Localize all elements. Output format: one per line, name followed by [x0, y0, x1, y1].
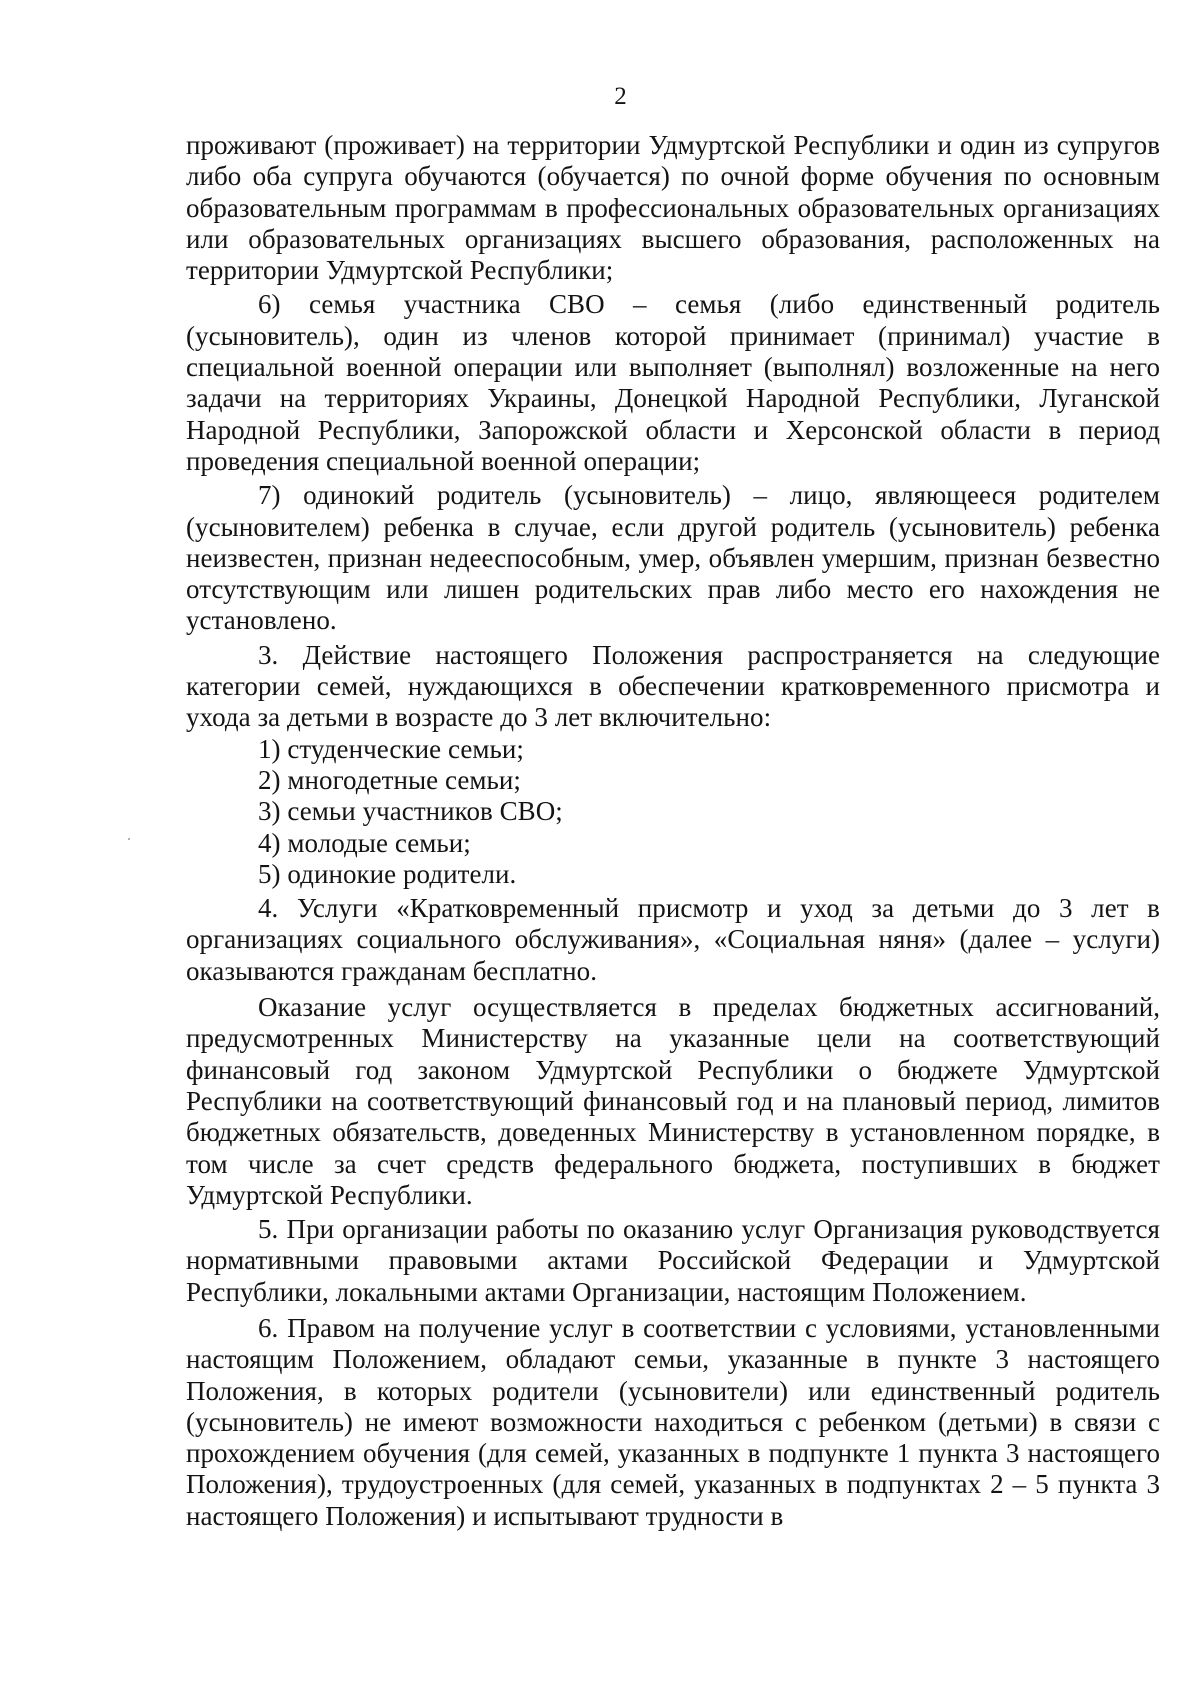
- paragraph-continuation: проживают (проживает) на территории Удмуртской Республики и один из супругов либо оба супруга обучаются (обучается) по очной форме обучения по основным образовательным программам в профессиональных образовательных организациях или образовательных организациях высшего образования, расположенных на территории Удмуртской Республики;: [186, 130, 1160, 286]
- paragraph-funding: Оказание услуг осуществляется в пределах бюджетных ассигнований, предусмотренных Министерству на указанные цели на соответствующий финансовый год законом Удмуртской Республики о бюджете Удмуртской Республики на соответствующий финансовый год и на плановый период, лимитов бюджетных обязательств, доведенных Министерству в установленном порядке, в том числе за счет средств федерального бюджета, поступивших в бюджет Удмуртской Республики.: [186, 992, 1160, 1210]
- list-item: 4) молодые семьи;: [258, 827, 471, 858]
- paragraph-clause-6: 6. Правом на получение услуг в соответствии с условиями, установленными настоящим Положением, обладают семьи, указанные в пункте 3 настоящего Положения, в которых родители (усыновители) или единственный родитель (усыновитель) не имеют возможности находиться с ребенком (детьми) в связи с прохождением обучения (для семей, указанных в подпункте 1 пункта 3 настоящего Положения), трудоустроенных (для семей, указанных в подпунктах 2 – 5 пункта 3 настоящего Положения) и испытывают трудности в: [186, 1312, 1160, 1531]
- paragraph-clause-3: 3. Действие настоящего Положения распространяется на следующие категории семей, нуждающихся в обеспечении кратковременного присмотра и ухода за детьми в возрасте до 3 лет включительно:: [186, 639, 1160, 733]
- paragraph-clause-5: 5. При организации работы по оказанию услуг Организация руководствуется нормативными правовыми актами Российской Федерации и Удмуртской Республики, локальными актами Организации, настоящим Положением.: [186, 1214, 1160, 1307]
- paragraph-definition-svo-family: 6) семья участника СВО – семья (либо единственный родитель (усыновитель), один из членов которой принимает (принимал) участие в специальной военной операции или выполняет (выполнял) возложенные на него задачи на территориях Украины, Донецкой Народной Республики, Луганской Народной Республики, Запорожской области и Херсонской области в период проведения специальной военной операции;: [186, 289, 1160, 476]
- list-item: 5) одинокие родители.: [258, 858, 517, 889]
- paragraph-definition-single-parent: 7) одинокий родитель (усыновитель) – лицо, являющееся родителем (усыновителем) ребенка в случае, если другой родитель (усыновитель) ребенка неизвестен, признан недееспособным, умер, объявлен умершим, признан безвестно отсутствующим или лишен родительских прав либо место его нахождения не установлено.: [186, 480, 1160, 636]
- scan-speck: [128, 838, 130, 840]
- list-item: 3) семьи участников СВО;: [258, 796, 563, 827]
- page-number: 2: [614, 83, 627, 110]
- list-item: 2) многодетные семьи;: [258, 764, 521, 795]
- paragraph-clause-4: 4. Услуги «Кратковременный присмотр и уход за детьми до 3 лет в организациях социального обслуживания», «Социальная няня» (далее – услуги) оказываются гражданам бесплатно.: [186, 893, 1160, 986]
- list-item: 1) студенческие семьи;: [258, 733, 524, 764]
- document-body: [186, 130, 1160, 1532]
